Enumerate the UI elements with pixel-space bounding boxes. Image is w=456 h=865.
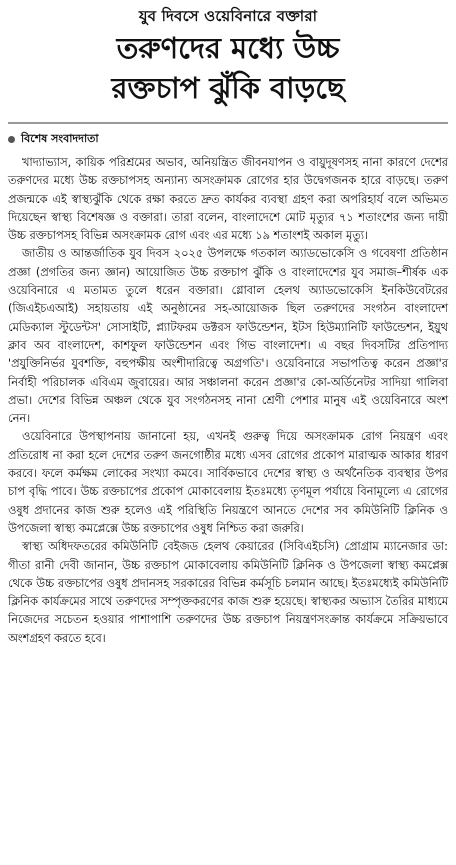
paragraph-2: জাতীয় ও আন্তর্জাতিক যুব দিবস ২০২৫ উপলক্ষে গতকাল অ্যাডভোকেসি ও গবেষণা প্রতিষ্ঠান প্রজ্ঞা (প্রগতির জন্য জ্ঞান) আয়োজিত উচ্চ রক্তচাপ ঝুঁকি ও বাংলাদেশের যুব সমাজ–শীর্ষক এক ওয়েবিনারে এ মতামত তুলে ধরেন বক্তারা। গ্লোবাল হেলথ অ্যাডভোকেসি ইনকিউবেটরের (জিএইচএআই) সহায়তায় এই অনুষ্ঠানের সহ-আয়োজক ছিল তরুণদের সংগঠন বাংলাদেশ মেডিক্যাল স্টুডেন্টস' সোসাইটি, প্ল্যাটফরম ডক্টরস ফাউন্ডেশন, ইটস হিউম্যানিটি ফাউন্ডেশন, ইয়ুথ ক্লাব অব বাংলাদেশ, কাশফুল ফাউন্ডেশন এবং গিভ বাংলাদেশ। এ বছর দিবসটির প্রতিপাদ্য 'প্রযুক্তিনির্ভর যুবশক্তি, বহুপক্ষীয় অংশীদারিত্বে অগ্রগতি'। ওয়েবিনারে সভাপতিত্ব করেন প্রজ্ঞা'র নির্বাহী পরিচালক এবিএম জুবায়ের। আর সঞ্চালনা করেন প্রজ্ঞা'র কো-অর্ডিনেটর সাদিয়া গালিবা প্রভা। দেশের বিভিন্ন অঞ্চল থেকে যুব সংগঠনসহ নানা শ্রেণী পেশার মানুষ এই ওয়েবিনারে অংশ নেন। xyxy=(8,247,448,426)
paragraph-3: ওয়েবিনারে উপস্থাপনায় জানানো হয়, এখনই গুরুত্ব দিয়ে অসংক্রামক রোগ নিয়ন্ত্রণ এবং প্রতিরোধ না করা হলে দেশের তরুণ জনগোষ্ঠীর মধ্যে এসব রোগের প্রকোপ মারাত্মক আকার ধারণ করবে। ফলে কর্মক্ষম লোকের সংখ্যা কমবে। সার্বিকভাবে দেশের স্বাস্থ্য ও অর্থনৈতিক ব্যবস্থার উপর চাপ বৃদ্ধি পাবে। উচ্চ রক্তচাপের প্রকোপ মোকাবেলায় ইতঃমধ্যে তৃণমূল পর্যায়ে বিনামূল্যে এ রোগের ওষুধ প্রদানের কাজ শুরু হলেও এই পরিস্থিতি নিয়ন্ত্রণে আনতে দেশের সব কমিউনিটি ক্লিনিক ও উপজেলা স্বাস্থ্য কমপ্লেক্সে উচ্চ রক্তচাপের ওষুধ নিশ্চিত করা জরুরি। xyxy=(8,430,448,535)
paragraph-4: স্বাস্থ্য অধিদফতরের কমিউনিটি বেইজড হেলথ কেয়ারের (সিবিএইচসি) প্রোগ্রাম ম্যানেজার ডা: গীতা রানী দেবী জানান, উচ্চ রক্তচাপ মোকাবেলায় কমিউনিটি ক্লিনিক ও উপজেলা স্বাস্থ্য কমপ্লেক্স থেকে উচ্চ রক্তচাপের ওষুধ প্রদানসহ সরকারের বিভিন্ন কর্মসূচি চলমান আছে। ইতঃমধ্যেই কমিউনিটি ক্লিনিক কার্যক্রমের সাথে তরুণদের সম্পৃক্তকরণের কাজ শুরু হয়েছে। স্বাস্থ্যকর অভ্যাস তৈরির মাধ্যমে নিজেদের সচেতন হওয়ার পাশাপাশি তরুণদের উচ্চ রক্তচাপ নিয়ন্ত্রণসংক্রান্ত কার্যক্রমে সক্রিয়ভাবে অংশগ্রহণ করতে হবে। xyxy=(8,540,448,645)
headline-line-1: তরুণদের মধ্যে উচ্চ xyxy=(116,31,340,65)
headline-line-2: রক্তচাপ ঝুঁকি বাড়ছে xyxy=(111,71,345,105)
article-byline: বিশেষ সংবাদদাতা xyxy=(21,131,99,145)
byline-bar xyxy=(8,122,448,148)
article-headline xyxy=(8,28,448,108)
article-body xyxy=(8,154,448,648)
bullet-icon xyxy=(8,136,15,143)
article-kicker: যুব দিবসে ওয়েবিনারে বক্তারা xyxy=(138,7,318,25)
paragraph-1: খাদ্যাভ্যাস, কায়িক পরিশ্রমের অভাব, অনিয়ন্ত্রিত জীবনযাপন ও বায়ুদূষণসহ নানা কারণে দেশের তরুণদের মধ্যে উচ্চ রক্তচাপসহ অন্যান্য অসংক্রামক রোগের হার উদ্বেগজনক হারে বাড়ছে। তরুণ প্রজন্মকে এই স্বাস্থ্যঝুঁকি থেকে রক্ষা করতে দ্রুত কার্যকর ব্যবস্থা গ্রহণ করা অপরিহার্য বলে অভিমত দিয়েছেন স্বাস্থ্য বিশেষজ্ঞ ও বক্তারা। তারা বলেন, বাংলাদেশে মোট মৃত্যুর ৭১ শতাংশের জন্য দায়ী উচ্চ রক্তচাপসহ বিভিন্ন অসংক্রামক রোগ এবং এর মধ্যে ১৯ শতাংশই অকাল মৃত্যু। xyxy=(8,156,448,243)
